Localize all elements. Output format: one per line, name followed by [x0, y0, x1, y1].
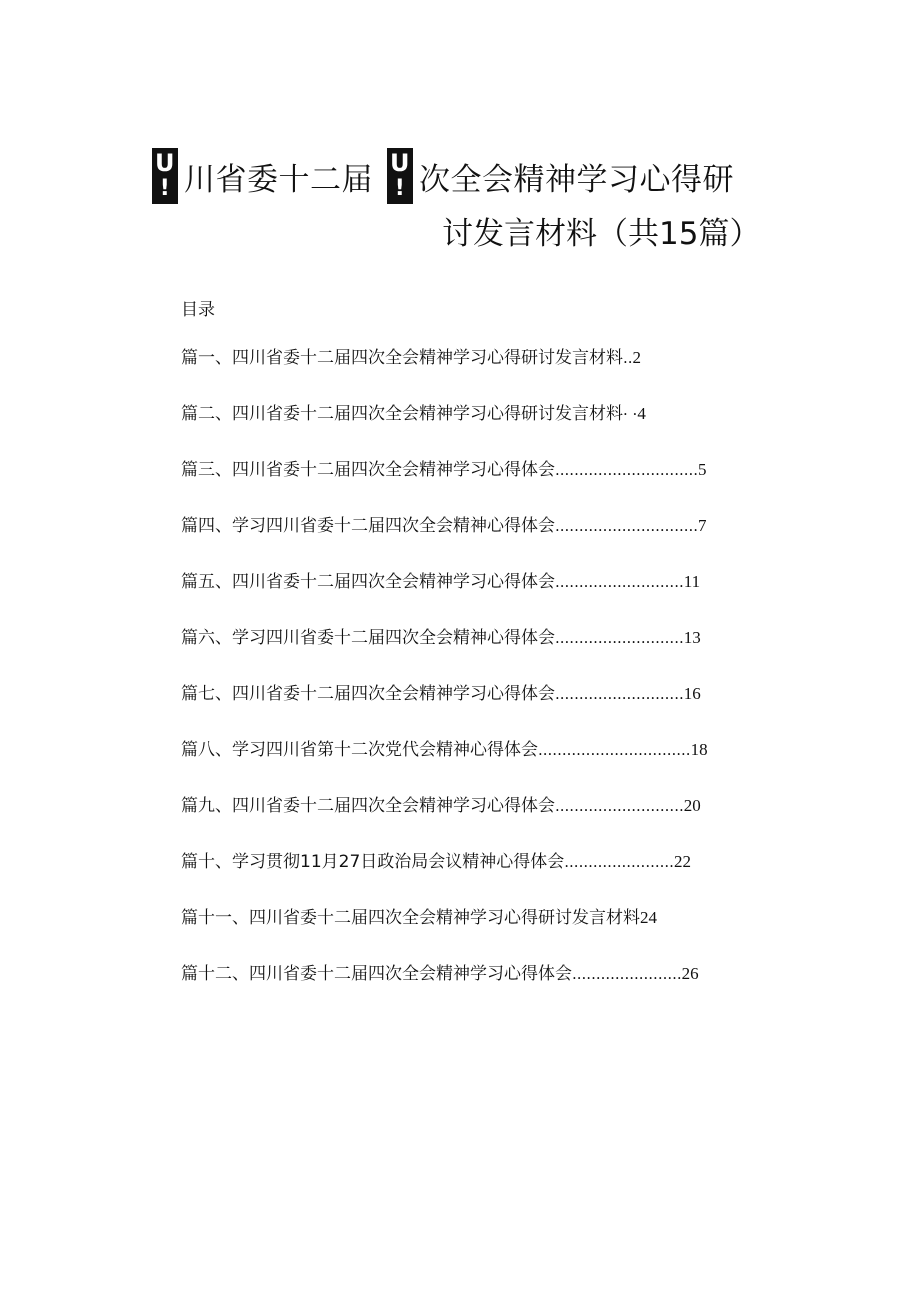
document-title	[0, 0, 920, 260]
toc-item[interactable]	[181, 962, 781, 1018]
toc-item-page: 24	[640, 908, 657, 927]
garbled-glyph-2: U !	[387, 148, 413, 204]
toc-item-page: 5	[698, 460, 707, 479]
title-line-1	[152, 146, 734, 206]
toc-item-leader: ..............................	[555, 517, 699, 535]
toc-item-title: 篇五、四川省委十二届四次全会精神学习心得体会	[181, 572, 555, 592]
toc-item-title: 篇七、四川省委十二届四次全会精神学习心得体会	[181, 684, 555, 704]
toc-item-page: 20	[683, 796, 701, 815]
toc-item-leader: ..............................	[555, 461, 699, 479]
toc-list	[181, 346, 781, 1018]
toc-item[interactable]	[181, 402, 781, 458]
toc-item-title: 篇三、四川省委十二届四次全会精神学习心得体会	[181, 460, 555, 480]
toc-item-leader: · ·	[623, 405, 638, 423]
toc-item-title: 篇九、四川省委十二届四次全会精神学习心得体会	[181, 796, 555, 816]
toc-item-title: 篇十二、四川省委十二届四次全会精神学习心得体会	[181, 964, 572, 984]
toc-item[interactable]	[181, 906, 781, 962]
toc-item-leader: ...........................	[555, 573, 684, 591]
toc-item-title: 篇八、学习四川省第十二次党代会精神心得体会	[181, 740, 538, 760]
toc-item-leader: ..	[623, 349, 633, 367]
toc-item-title: 篇十、学习贯彻11月27日政治局会议精神心得体会	[181, 852, 565, 872]
garbled-glyph-1: U !	[152, 148, 178, 204]
toc-item-page: 13	[683, 628, 701, 647]
title-part-2: 次全会精神学习心得研	[419, 161, 734, 198]
toc-item[interactable]	[181, 738, 781, 794]
toc-item-leader: ...........................	[555, 797, 684, 815]
toc-item-title: 篇十一、四川省委十二届四次全会精神学习心得研讨发言材料	[181, 908, 640, 928]
title-part-1: 川省委十二届	[184, 161, 373, 198]
toc-item-title: 篇六、学习四川省委十二届四次全会精神心得体会	[181, 628, 555, 648]
title-line-2: 讨发言材料（共15篇）	[442, 215, 761, 252]
toc-item-page: 7	[698, 516, 707, 535]
toc-item-leader: ...........................	[555, 629, 684, 647]
toc-item-leader: .......................	[564, 853, 674, 871]
toc-item-leader: .......................	[572, 965, 682, 983]
toc-item-page: 16	[683, 684, 701, 703]
toc-item-page: 22	[673, 852, 691, 871]
toc-item[interactable]	[181, 682, 781, 738]
toc-item-page: 26	[681, 964, 699, 983]
toc-heading: 目录	[181, 300, 215, 320]
toc-item-page: 18	[690, 740, 708, 759]
toc-item[interactable]	[181, 346, 781, 402]
toc-item[interactable]	[181, 458, 781, 514]
toc-item-leader: ...........................	[555, 685, 684, 703]
toc-item-title: 篇一、四川省委十二届四次全会精神学习心得研讨发言材料	[181, 348, 623, 368]
toc-item-page: 11	[683, 572, 701, 591]
toc-item-title: 篇四、学习四川省委十二届四次全会精神心得体会	[181, 516, 555, 536]
toc-item-leader: ................................	[538, 741, 691, 759]
toc-item-title: 篇二、四川省委十二届四次全会精神学习心得研讨发言材料	[181, 404, 623, 424]
toc-item[interactable]	[181, 570, 781, 626]
toc-item[interactable]	[181, 514, 781, 570]
toc-item[interactable]	[181, 850, 781, 906]
toc-item-page: 2	[632, 348, 642, 367]
toc-item[interactable]	[181, 626, 781, 682]
toc-item-page: 4	[637, 404, 646, 423]
toc-item[interactable]	[181, 794, 781, 850]
